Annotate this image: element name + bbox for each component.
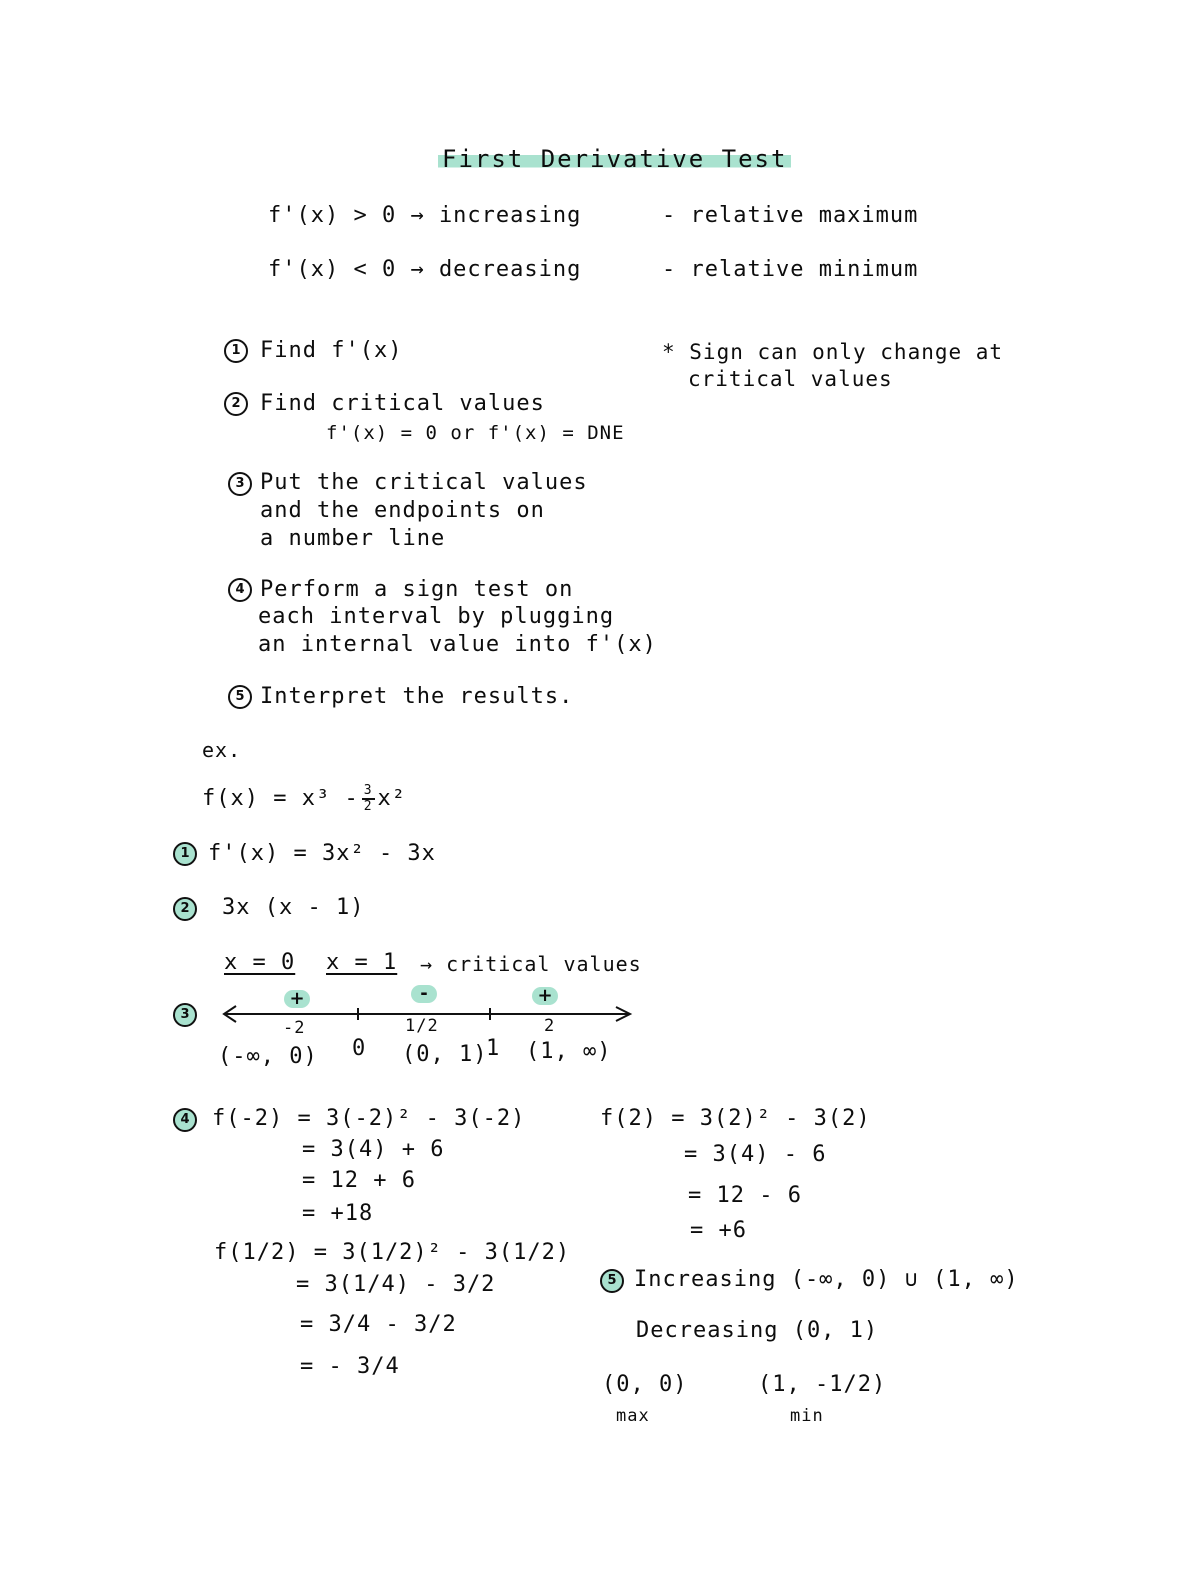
interval-1: (-∞, 0) xyxy=(218,1044,318,1069)
critical-x0: x = 0 xyxy=(224,950,296,975)
example-function xyxy=(202,784,406,814)
sign-interval-2: - xyxy=(411,985,437,1003)
step-4-number: 4 xyxy=(228,578,252,602)
step-5-number: 5 xyxy=(228,685,252,709)
calc-pos2-line-2: = 3(4) - 6 xyxy=(684,1142,827,1167)
step-3-number: 3 xyxy=(228,472,252,496)
calc-neg2-line-4: = +18 xyxy=(302,1201,374,1226)
function-fraction xyxy=(362,784,375,814)
calc-half-line-3: = 3/4 - 3/2 xyxy=(300,1312,457,1337)
rule-increasing: f'(x) > 0 → increasing xyxy=(268,203,582,228)
example-factored: 3x (x - 1) xyxy=(222,895,365,920)
rule-relative-max: - relative maximum xyxy=(662,203,919,228)
step-4-line-1: Perform a sign test on xyxy=(260,577,574,602)
extremum-min-point: (1, -1/2) xyxy=(758,1372,887,1397)
calc-neg2-line-3: = 12 + 6 xyxy=(302,1168,416,1193)
interval-2: (0, 1) xyxy=(402,1042,488,1067)
function-lead: f(x) = x³ - xyxy=(202,786,359,811)
step-4-line-2: each interval by plugging xyxy=(258,604,615,629)
example-label: ex. xyxy=(202,738,242,762)
extremum-max-label: max xyxy=(616,1406,650,1426)
calc-pos2-line-4: = +6 xyxy=(690,1218,747,1243)
example-derivative: f'(x) = 3x² - 3x xyxy=(208,841,436,866)
note-line-2: critical values xyxy=(688,367,893,391)
rule-decreasing: f'(x) < 0 → decreasing xyxy=(268,257,582,282)
extremum-min-label: min xyxy=(790,1406,824,1426)
example-step-3-number: 3 xyxy=(173,1003,197,1027)
fraction-numerator: 3 xyxy=(363,783,373,798)
calc-pos2-line-1: f(2) = 3(2)² - 3(2) xyxy=(600,1106,871,1131)
calc-neg2-line-1: f(-2) = 3(-2)² - 3(-2) xyxy=(212,1106,526,1131)
fraction-denominator: 2 xyxy=(363,799,373,814)
test-value-neg2: -2 xyxy=(283,1018,306,1038)
point-one: 1 xyxy=(486,1036,501,1061)
step-4-line-3: an internal value into f'(x) xyxy=(258,632,657,657)
critical-values-label: → critical values xyxy=(420,952,642,976)
example-step-1-number: 1 xyxy=(173,842,197,866)
calc-neg2-line-2: = 3(4) + 6 xyxy=(302,1137,445,1162)
step-3-line-3: a number line xyxy=(260,526,446,551)
rule-relative-min: - relative minimum xyxy=(662,257,919,282)
step-2-condition: f'(x) = 0 or f'(x) = DNE xyxy=(326,422,625,444)
sign-interval-1: + xyxy=(284,990,310,1008)
increasing-result: Increasing (-∞, 0) ∪ (1, ∞) xyxy=(634,1267,1019,1292)
note-line-1: * Sign can only change at xyxy=(662,340,1004,364)
page-title xyxy=(438,145,791,173)
calc-half-line-1: f(1/2) = 3(1/2)² - 3(1/2) xyxy=(214,1240,571,1265)
calc-pos2-line-3: = 12 - 6 xyxy=(688,1183,802,1208)
step-3-line-2: and the endpoints on xyxy=(260,498,545,523)
interval-3: (1, ∞) xyxy=(526,1039,612,1064)
example-step-2-number: 2 xyxy=(173,897,197,921)
step-1-text: Find f'(x) xyxy=(260,338,403,363)
extremum-max-point: (0, 0) xyxy=(602,1372,688,1397)
step-1-number: 1 xyxy=(224,339,248,363)
test-value-2: 2 xyxy=(544,1016,556,1036)
function-tail: x² xyxy=(377,786,407,811)
step-2-text: Find critical values xyxy=(260,391,545,416)
critical-x1: x = 1 xyxy=(326,950,398,975)
example-step-4-number: 4 xyxy=(173,1108,197,1132)
example-step-5-number: 5 xyxy=(600,1269,624,1293)
calc-half-line-2: = 3(1/4) - 3/2 xyxy=(296,1272,496,1297)
sign-interval-3: + xyxy=(532,987,558,1005)
step-2-number: 2 xyxy=(224,392,248,416)
step-3-line-1: Put the critical values xyxy=(260,470,588,495)
decreasing-result: Decreasing (0, 1) xyxy=(636,1318,879,1343)
calc-half-line-4: = - 3/4 xyxy=(300,1354,400,1379)
step-5-text: Interpret the results. xyxy=(260,684,574,709)
test-value-half: 1/2 xyxy=(405,1016,439,1036)
point-zero: 0 xyxy=(352,1036,367,1061)
title-text: First Derivative Test xyxy=(438,145,791,173)
